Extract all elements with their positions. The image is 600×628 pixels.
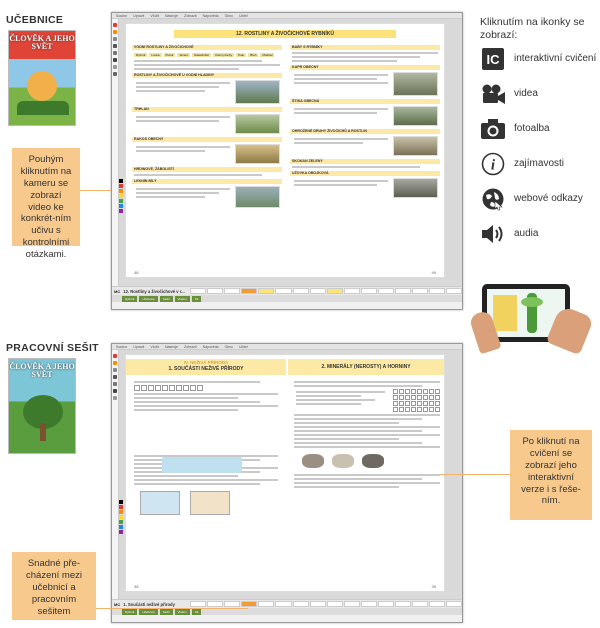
page-thumb[interactable]	[344, 601, 360, 607]
color-swatch[interactable]	[119, 510, 123, 514]
page-thumb[interactable]	[275, 288, 291, 294]
section-heading: BABY S RYBNÍKY	[290, 45, 440, 50]
resource-tabs	[112, 608, 462, 615]
callout-video: Pouhým kliknutím na kameru se zobrazí video ke konkrét-ním učivu s kontrolními otázkami.	[12, 148, 80, 246]
speaker-icon	[480, 223, 506, 245]
photo-thumbnail[interactable]	[235, 114, 280, 134]
photo-thumbnail[interactable]	[393, 136, 438, 156]
section-heading: ROSTLINY A ŽIVOČICHOVÉ U VODNÍ HLADINY	[132, 73, 282, 78]
menu-item[interactable]: Okno	[224, 14, 233, 18]
legend-title: Kliknutím na ikonky se zobrazí:	[480, 16, 585, 42]
section-heading: HRDINOVÉ, ŽÁBOLISTÍ	[132, 167, 282, 172]
experiment-image[interactable]	[190, 491, 230, 515]
shape-tool-icon[interactable]	[113, 51, 117, 55]
bottom-navigation-bar	[112, 286, 462, 295]
resource-tab[interactable]: Sít	[192, 296, 202, 303]
resource-tab[interactable]: Učebnice	[139, 296, 158, 303]
highlighter-icon[interactable]	[113, 361, 117, 365]
page-number-left: 48	[134, 270, 139, 275]
page-area	[119, 19, 462, 286]
page-thumb[interactable]	[446, 601, 462, 607]
page-thumb[interactable]	[293, 601, 309, 607]
pen-tool-icon[interactable]	[113, 354, 117, 358]
menu-item[interactable]: Vložit	[150, 14, 159, 18]
resource-tab[interactable]: Sít	[192, 609, 202, 616]
page-thumb[interactable]	[395, 601, 411, 607]
chapter-selector[interactable]: 12. Rostliny a živočichové v r...	[123, 288, 185, 294]
tag-list	[134, 53, 280, 57]
page-thumb[interactable]	[344, 288, 360, 294]
highlighter-icon[interactable]	[113, 30, 117, 34]
page-title: 12. ROSTLINY A ŽIVOČICHOVÉ RYBNÍKŮ	[174, 30, 396, 38]
page-kicker: IV. NEŽIVÁ PŘÍRODA	[183, 360, 229, 365]
legend-label: audia	[514, 228, 539, 239]
line-tool-icon[interactable]	[113, 44, 117, 48]
photo-thumbnail[interactable]	[393, 178, 438, 198]
workbook-spread	[125, 354, 445, 592]
section-heading: VODNÍ ROSTLINY A ŽIVOČICHOVÉ	[132, 45, 282, 50]
page-thumb[interactable]	[395, 288, 411, 294]
section-heading: TRHLAN	[132, 107, 282, 112]
legend-item	[480, 48, 598, 70]
page-thumb[interactable]	[310, 288, 326, 294]
cover-title: ČLOVĚK A JEHO SVĚT	[9, 34, 75, 52]
menu-item[interactable]: Učitel	[239, 14, 248, 18]
color-swatch[interactable]	[119, 209, 123, 213]
tag[interactable]: Mokřad	[262, 53, 273, 57]
menu-item[interactable]: Upravit	[133, 14, 145, 18]
color-swatch[interactable]	[119, 194, 123, 198]
resource-tab[interactable]: Vlastní	[175, 609, 190, 616]
icon-legend	[480, 48, 598, 245]
section-heading: SKOKAN ZELENÝ	[290, 159, 440, 164]
page-thumb-current[interactable]	[241, 288, 257, 294]
textbook-spread	[125, 23, 445, 278]
line-tool-icon[interactable]	[113, 375, 117, 379]
text-line	[134, 68, 239, 70]
resource-tab[interactable]: Vlastní	[175, 296, 190, 303]
hand-tool-icon[interactable]	[113, 72, 117, 76]
globe-link-icon	[480, 188, 506, 210]
page-thumb[interactable]	[412, 601, 428, 607]
menu-item[interactable]: Zobrazit	[184, 345, 197, 349]
resource-tab[interactable]: Učebnice	[139, 609, 158, 616]
text-line	[134, 64, 280, 66]
text-tool-icon[interactable]	[113, 389, 117, 393]
page-thumb[interactable]	[429, 601, 445, 607]
page-thumb-current[interactable]	[241, 601, 257, 607]
menu-item[interactable]: Upravit	[133, 345, 145, 349]
tag[interactable]: Rašeliniště	[194, 53, 209, 57]
color-swatch[interactable]	[119, 199, 123, 203]
page-thumb[interactable]	[258, 601, 274, 607]
right-page-header	[288, 359, 444, 375]
color-swatch[interactable]	[119, 179, 123, 183]
color-swatch[interactable]	[119, 530, 123, 534]
resource-tab[interactable]: Sešit	[160, 296, 173, 303]
app-window-ucebnice	[111, 12, 463, 310]
page-thumbnail-strip	[190, 288, 462, 294]
exercise-illustration[interactable]	[162, 457, 242, 473]
callout-connector-switch	[96, 608, 248, 609]
color-swatch[interactable]	[119, 525, 123, 529]
svg-text:i: i	[490, 157, 496, 174]
page-thumb[interactable]	[412, 288, 428, 294]
color-swatch[interactable]	[119, 500, 123, 504]
menu-item[interactable]: Nástroje	[164, 345, 178, 349]
callout-exercise: Po kliknutí na cvičení se zobrazí jeho interaktivní verze i s řeše-ním.	[510, 430, 592, 520]
section-heading: LEKNÍN BÍLÝ	[132, 179, 282, 184]
resource-tab[interactable]: Sešit	[160, 609, 173, 616]
color-palette	[119, 179, 124, 213]
eraser-icon[interactable]	[113, 368, 117, 372]
ucebnice-book-cover[interactable]	[8, 30, 76, 126]
color-swatch[interactable]	[119, 520, 123, 524]
mineral-image[interactable]	[302, 454, 324, 468]
page-thumb[interactable]	[190, 601, 206, 607]
cover-illustration	[27, 71, 57, 101]
left-toolbar	[112, 350, 119, 599]
left-exercises	[132, 379, 280, 521]
interactive-exercise-icon	[480, 48, 506, 70]
page-thumb[interactable]	[224, 288, 240, 294]
menu-item[interactable]: Soubor	[116, 14, 128, 18]
page-thumb[interactable]	[258, 288, 274, 294]
menu-item[interactable]: Zobrazit	[184, 14, 197, 18]
page-number-right: 49	[431, 270, 436, 275]
info-icon	[480, 153, 506, 175]
crossword-grid[interactable]	[134, 385, 278, 391]
color-swatch[interactable]	[119, 204, 123, 208]
color-swatch[interactable]	[119, 515, 123, 519]
color-palette	[119, 500, 124, 534]
mineral-image[interactable]	[362, 454, 384, 468]
chapter-selector[interactable]: 1. Součásti neživé přírody	[123, 601, 175, 607]
letter-grid[interactable]	[393, 389, 440, 412]
page-thumb[interactable]	[327, 288, 343, 294]
legend-label: webové odkazy	[514, 193, 583, 204]
photo-thumbnail[interactable]	[235, 144, 280, 164]
tag[interactable]: Břeh	[250, 53, 257, 57]
page-thumb[interactable]	[361, 288, 377, 294]
mc-corner-label: MC	[114, 288, 121, 294]
section-heading: RAKOS OBECNÝ	[132, 137, 282, 142]
callout-connector-exercise	[440, 474, 510, 475]
legend-item	[480, 153, 598, 175]
photo-thumbnail[interactable]	[393, 72, 438, 96]
legend-label: interaktivní cvičení	[514, 53, 597, 64]
zoom-tool-icon[interactable]	[113, 396, 117, 400]
tag[interactable]: Potok	[165, 53, 174, 57]
page-area	[119, 350, 462, 599]
page-thumbnail-strip	[190, 601, 462, 607]
page-thumb[interactable]	[361, 601, 377, 607]
legend-item	[480, 118, 598, 140]
page-thumb[interactable]	[224, 601, 240, 607]
left-page-header	[126, 359, 286, 375]
menu-item[interactable]: Nápověda	[202, 345, 219, 349]
section-heading: UŽOVKA OBOJKOVÁ	[290, 171, 440, 176]
color-swatch[interactable]	[119, 505, 123, 509]
tag[interactable]: Rybník	[136, 53, 146, 57]
right-page-title: 2. MINERÁLY (NEROSTY) A HORNINY	[321, 364, 411, 370]
color-swatch[interactable]	[119, 184, 123, 188]
menu-item[interactable]: Nápověda	[202, 14, 219, 18]
page-thumb[interactable]	[429, 288, 445, 294]
page-thumb[interactable]	[293, 288, 309, 294]
eraser-icon[interactable]	[113, 37, 117, 41]
cover-hill	[17, 101, 69, 115]
page-thumb[interactable]	[275, 601, 291, 607]
tag[interactable]: Jezero	[179, 53, 189, 57]
page-number-right: 39	[431, 584, 436, 589]
photo-camera-icon	[480, 118, 506, 140]
photo-thumbnail[interactable]	[235, 186, 280, 208]
text-tool-icon[interactable]	[113, 58, 117, 62]
page-thumb[interactable]	[207, 288, 223, 294]
cover-title: ČLOVĚK A JEHO SVĚT	[9, 362, 75, 380]
app-window-pracovni	[111, 343, 463, 623]
menu-item[interactable]: Nástroje	[164, 14, 178, 18]
page-thumb[interactable]	[327, 601, 343, 607]
pen-tool-icon[interactable]	[113, 23, 117, 27]
legend-item	[480, 188, 598, 210]
menu-item[interactable]: Vložit	[150, 345, 159, 349]
section-title-ucebnice: UČEBNICE	[6, 14, 64, 26]
legend-item	[480, 223, 598, 245]
legend-label: fotoalba	[514, 123, 550, 134]
legend-item	[480, 83, 598, 105]
shape-tool-icon[interactable]	[113, 382, 117, 386]
legend-label: zajímavosti	[514, 158, 565, 169]
left-page-title: 1. SOUČÁSTI NEŽIVÉ PŘÍRODY	[168, 366, 244, 372]
mineral-image[interactable]	[332, 454, 354, 468]
callout-switch: Snadné pře-cházení mezi učebnicí a pracovním sešitem	[12, 552, 96, 620]
resource-tabs	[112, 295, 462, 302]
page-number-left: 38	[134, 584, 139, 589]
section-heading: KAPR OBECNÝ	[290, 65, 440, 70]
page-thumb[interactable]	[378, 288, 394, 294]
resource-tab[interactable]: Rybník	[122, 609, 137, 616]
page-thumb[interactable]	[446, 288, 462, 294]
right-exercises	[292, 379, 442, 490]
experiment-image[interactable]	[140, 491, 180, 515]
resource-tab[interactable]: Rybník	[122, 296, 137, 303]
zoom-tool-icon[interactable]	[113, 65, 117, 69]
left-page	[132, 42, 282, 210]
section-heading: OHROŽENÉ DRUHY ŽIVOČICHŮ A ROSTLIN	[290, 129, 440, 134]
cover-trunk	[40, 423, 46, 441]
page-thumb[interactable]	[378, 601, 394, 607]
left-toolbar	[112, 19, 119, 286]
tag[interactable]: Pole	[238, 53, 245, 57]
legend-label: videa	[514, 88, 538, 99]
menu-item[interactable]: Soubor	[116, 345, 128, 349]
svg-text:IC: IC	[486, 52, 500, 67]
section-heading: ŠTIKA OBECNÁ	[290, 99, 440, 104]
text-line	[134, 60, 262, 62]
photo-thumbnail[interactable]	[235, 80, 280, 104]
section-title-pracovni: PRACOVNÍ SEŠIT	[6, 342, 99, 354]
mc-corner-label: MC	[114, 601, 121, 607]
tablet-photo	[472, 282, 594, 357]
bottom-navigation-bar	[112, 599, 462, 608]
menu-item[interactable]: Okno	[224, 345, 233, 349]
tag[interactable]: Louka	[151, 53, 160, 57]
video-camera-icon	[480, 83, 506, 105]
right-page	[290, 42, 440, 200]
page-thumb[interactable]	[190, 288, 206, 294]
tag[interactable]: Vodní plochy	[214, 53, 233, 57]
page-thumb[interactable]	[207, 601, 223, 607]
color-swatch[interactable]	[119, 189, 123, 193]
pracovni-book-cover[interactable]	[8, 358, 76, 454]
menu-item[interactable]: Učitel	[239, 345, 248, 349]
photo-thumbnail[interactable]	[393, 106, 438, 126]
page-thumb[interactable]	[310, 601, 326, 607]
